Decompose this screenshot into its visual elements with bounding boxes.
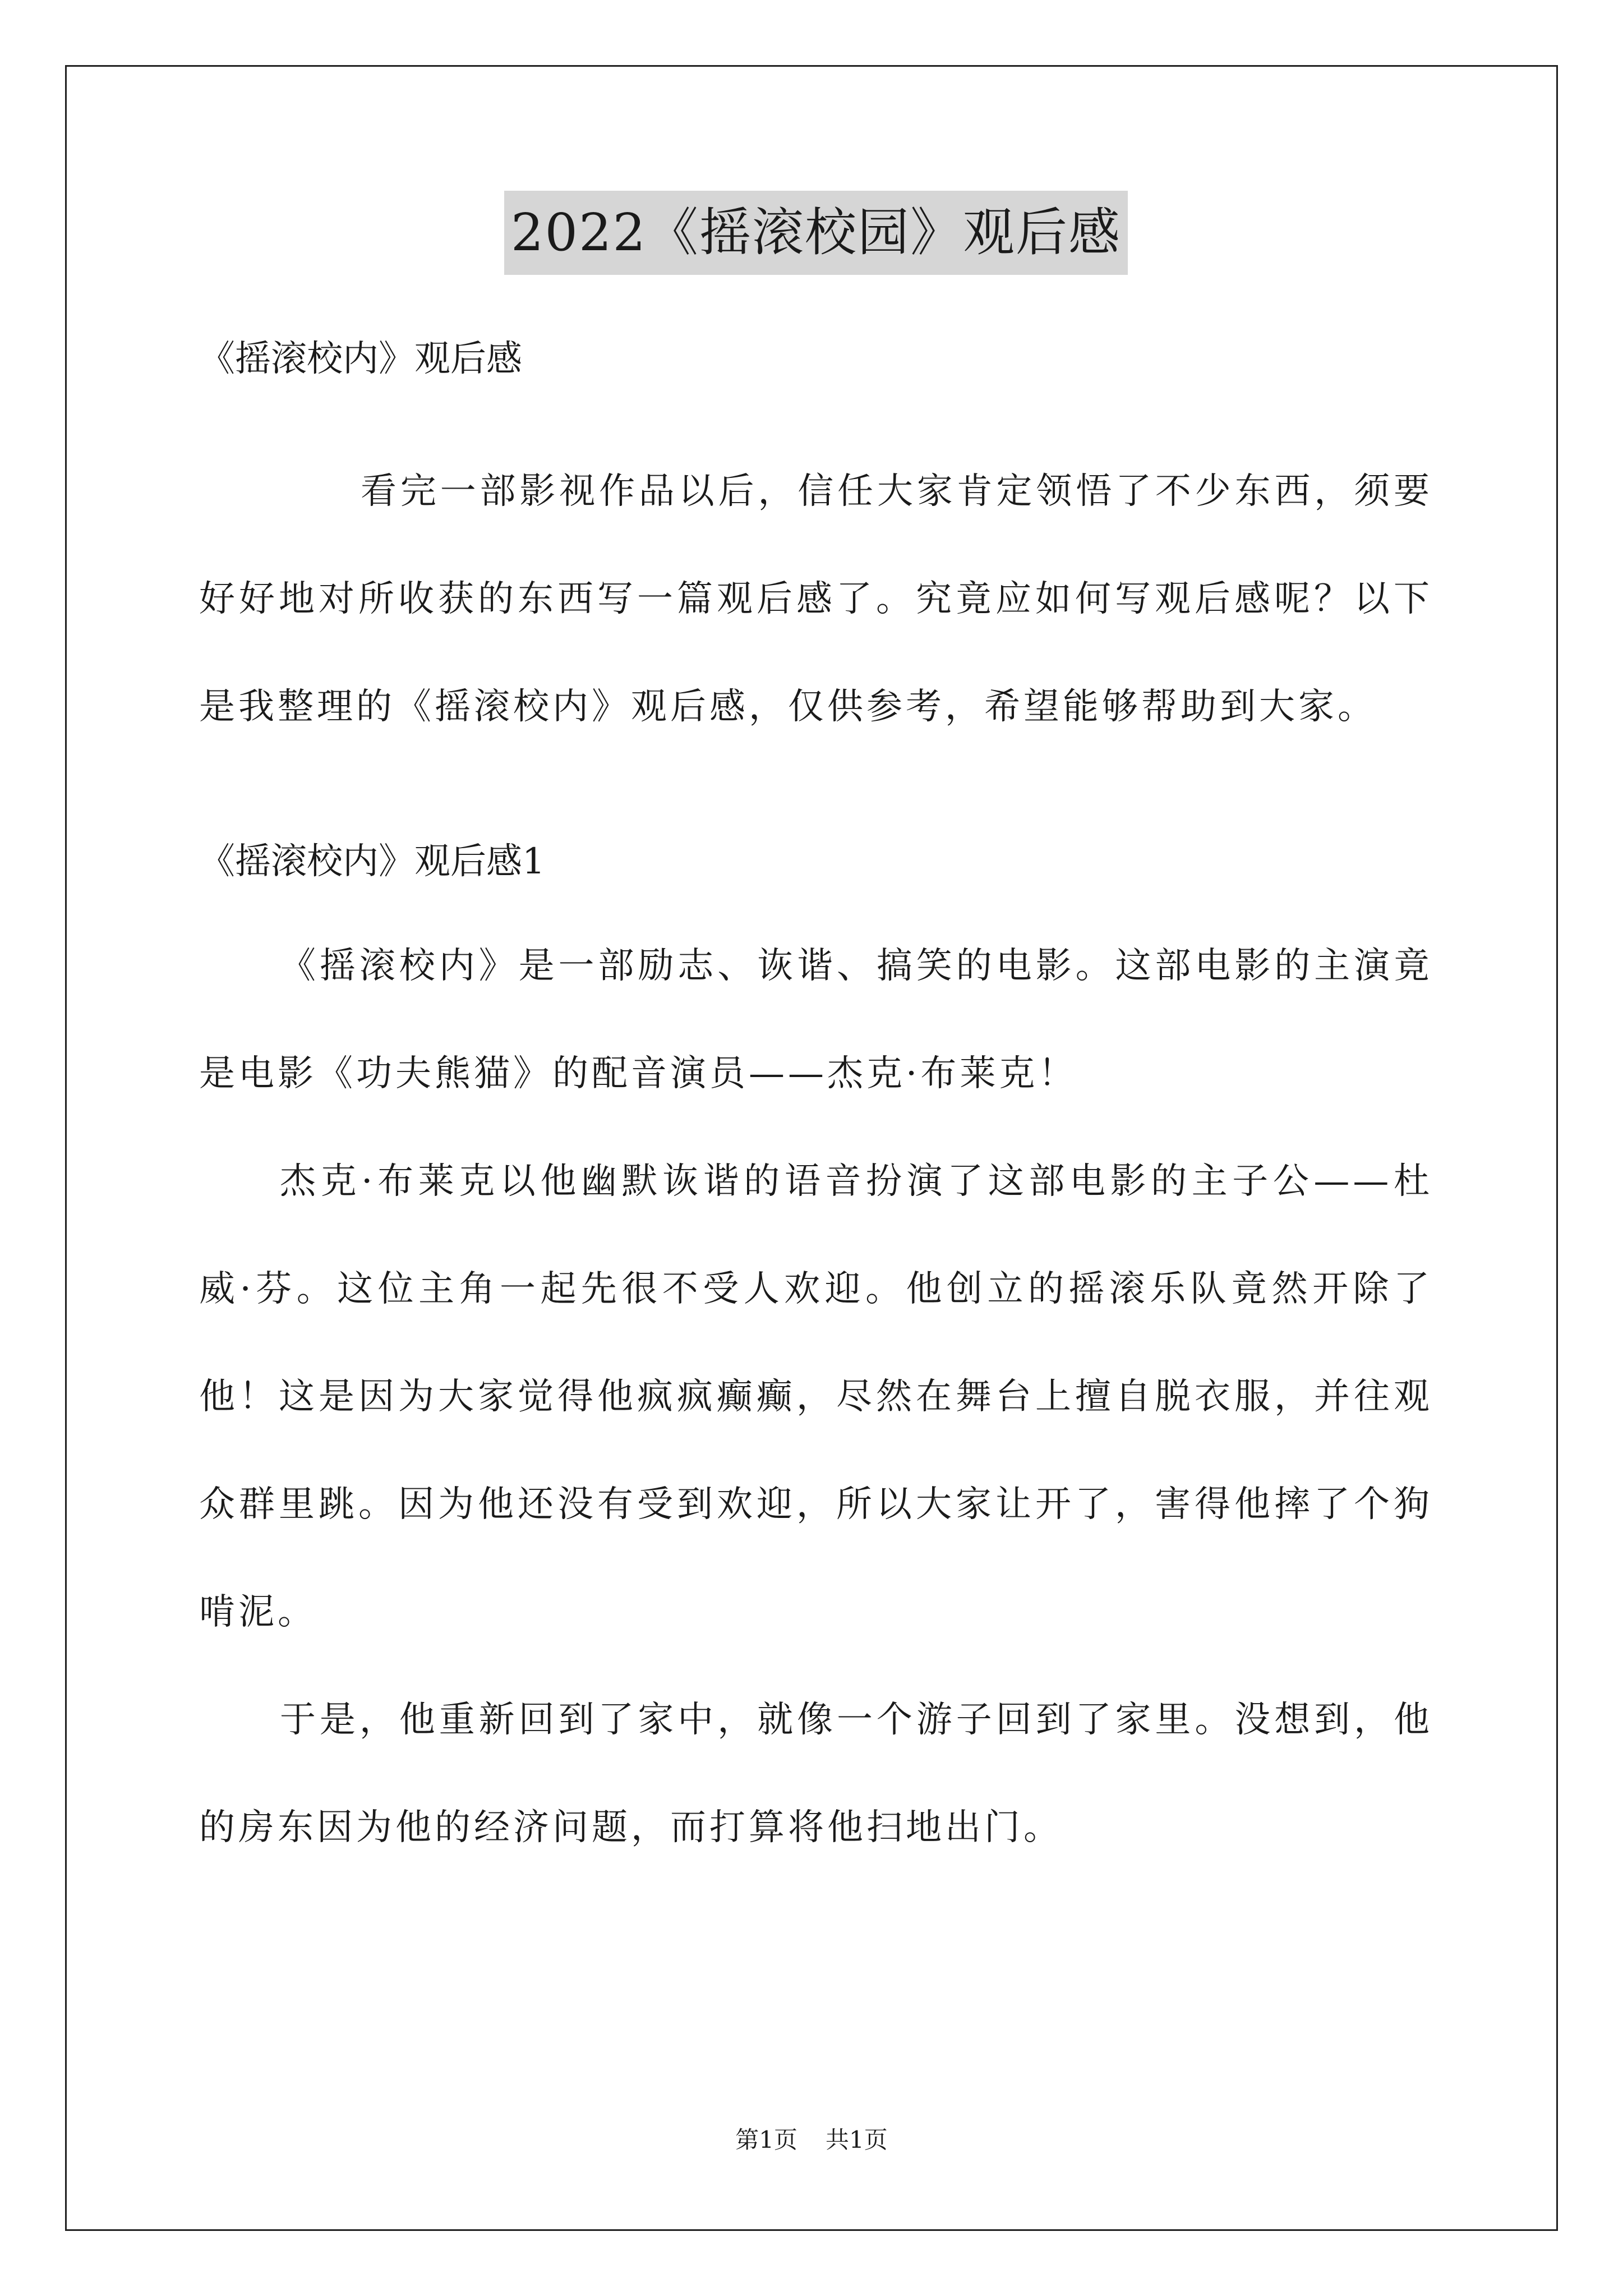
intro-paragraph: 看完一部影视作品以后，信任大家肯定领悟了不少东西，须要好好地对所收获的东西写一篇观后感了。究竟应如何写观后感呢？以下是我整理的《摇滚校内》观后感，仅供参考，希望能够帮助到大家。 xyxy=(199,471,1433,728)
page-number: 第1页 xyxy=(735,2126,797,2154)
body-paragraph: 杰克·布莱克以他幽默诙谐的语音扮演了这部电影的主子公——杜威·芬。这位主角一起先很不受人欢迎。他创立的摇滚乐队竟然开除了他！这是因为大家觉得他疯疯癫癫，尽然在舞台上擅自脱衣服，并往观众群里跳。因为他还没有受到欢迎，所以大家让开了，害得他摔了个狗啃泥。 xyxy=(199,1161,1433,1633)
page-footer xyxy=(0,2123,1623,2157)
page-total: 共1页 xyxy=(826,2126,888,2154)
document-body xyxy=(199,191,1433,1881)
body-paragraph: 《摇滚校内》是一部励志、诙谐、搞笑的电影。这部电影的主演竟是电影《功夫熊猫》的配音演员——杰克·布莱克！ xyxy=(199,945,1433,1094)
title-wrap xyxy=(199,191,1433,280)
section-heading: 《摇滚校内》观后感1 xyxy=(199,841,545,882)
document-title: 2022《摇滚校园》观后感 xyxy=(504,191,1128,275)
section-spacer xyxy=(199,761,1433,834)
document-subtitle: 《摇滚校内》观后感 xyxy=(199,338,522,380)
body-paragraph: 于是，他重新回到了家中，就像一个游子回到了家里。没想到，他的房东因为他的经济问题，而打算将他扫地出门。 xyxy=(199,1699,1433,1848)
